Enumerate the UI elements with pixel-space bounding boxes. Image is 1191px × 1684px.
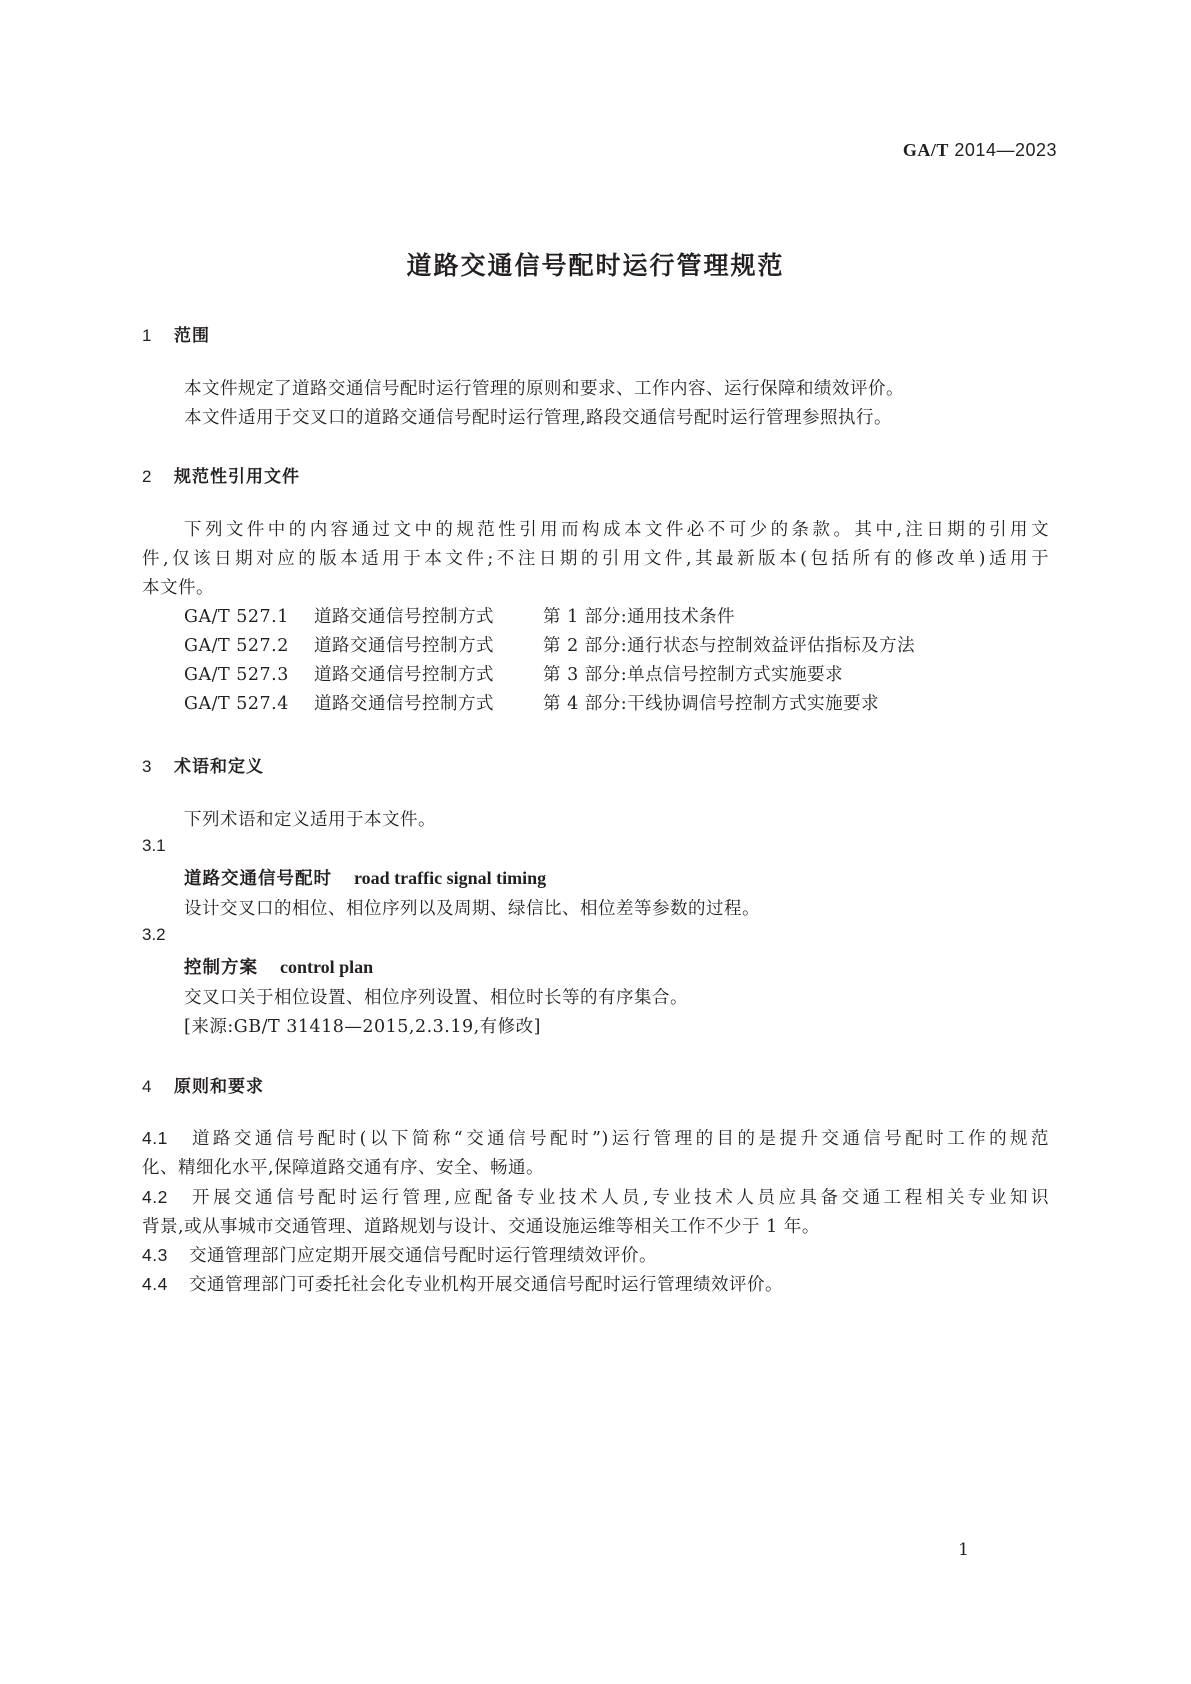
term-heading: 控制方案 control plan [184,957,374,978]
reference-item: GA/T 527.1 道路交通信号控制方式 第 1 部分:通用技术条件 [184,607,736,627]
term-number: 3.1 [142,836,166,855]
term-heading: 道路交通信号配时 road traffic signal timing [184,868,547,889]
standard-code: GA/T 2014—2023 [902,140,1057,160]
section-3-intro: 下列术语和定义适用于本文件。 [184,810,436,830]
reference-item: GA/T 527.4 道路交通信号控制方式 第 4 部分:干线协调信号控制方式实施要求 [184,694,880,714]
clause-4-3: 4.3 交通管理部门应定期开展交通信号配时运行管理绩效评价。 [142,1245,657,1266]
section-2-intro-line-3: 本文件。 [142,578,214,598]
term-definition: 设计交叉口的相位、相位序列以及周期、绿信比、相位差等参数的过程。 [184,899,760,919]
section-2-heading: 2 规范性引用文件 [142,467,300,487]
clause-4-2-line-1: 4.2 开展交通信号配时运行管理,应配备专业技术人员,专业技术人员应具备交通工程相关专业知识 [142,1187,1049,1208]
document-title: 道路交通信号配时运行管理规范 [406,251,785,280]
section-1-paragraph-2: 本文件适用于交叉口的道路交通信号配时运行管理,路段交通信号配时运行管理参照执行。 [184,408,893,428]
clause-4-1-line-1: 4.1 道路交通信号配时(以下简称“交通信号配时”)运行管理的目的是提升交通信号配时工作的规范 [142,1128,1049,1149]
page-number: 1 [958,1540,969,1560]
section-1-paragraph-1: 本文件规定了道路交通信号配时运行管理的原则和要求、工作内容、运行保障和绩效评价。 [184,379,904,399]
clause-4-2-line-2: 背景,或从事城市交通管理、道路规划与设计、交通设施运维等相关工作不少于 1 年。 [142,1217,820,1237]
term-definition: 交叉口关于相位设置、相位序列设置、相位时长等的有序集合。 [184,988,688,1008]
section-3-heading: 3 术语和定义 [142,757,264,777]
section-2-intro-line-1: 下列文件中的内容通过文中的规范性引用而构成本文件必不可少的条款。其中,注日期的引用文 [184,520,1049,540]
reference-item: GA/T 527.3 道路交通信号控制方式 第 3 部分:单点信号控制方式实施要求 [184,665,844,685]
term-number: 3.2 [142,925,166,944]
clause-4-1-line-2: 化、精细化水平,保障道路交通有序、安全、畅通。 [142,1158,545,1178]
reference-item: GA/T 527.2 道路交通信号控制方式 第 2 部分:通行状态与控制效益评估指标及方法 [184,636,916,656]
section-4-heading: 4 原则和要求 [142,1077,264,1097]
section-1-heading: 1 范围 [142,326,210,346]
section-2-intro-line-2: 件,仅该日期对应的版本适用于本文件;不注日期的引用文件,其最新版本(包括所有的修改单)适用于 [142,549,1049,569]
clause-4-4: 4.4 交通管理部门可委托社会化专业机构开展交通信号配时运行管理绩效评价。 [142,1274,783,1295]
term-source: [来源:GB/T 31418—2015,2.3.19,有修改] [184,1017,542,1037]
